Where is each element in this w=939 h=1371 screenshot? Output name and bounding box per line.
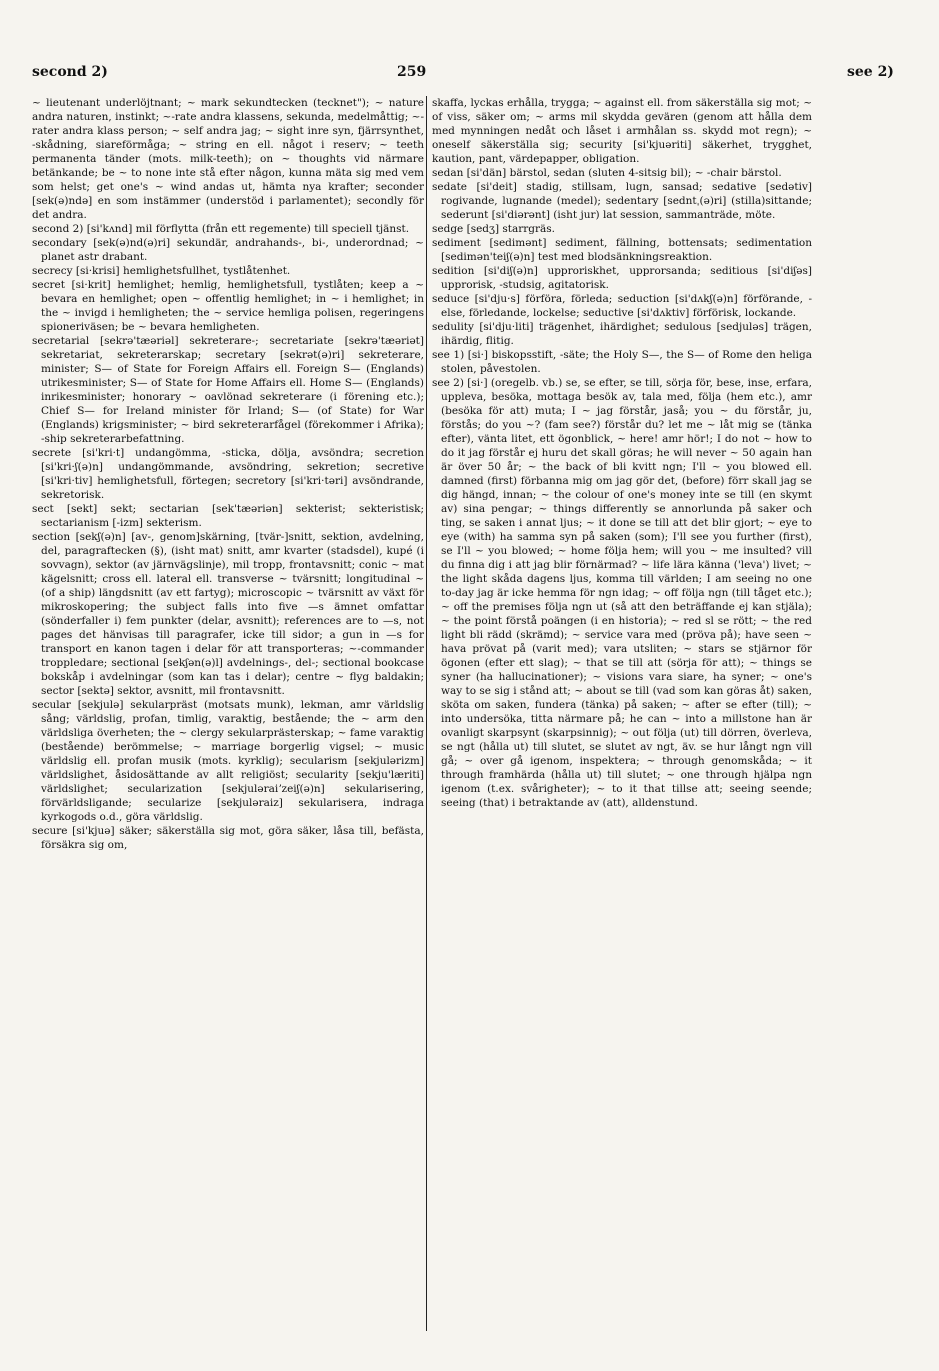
dictionary-entry: secret [si·krit] hemlighet; hemlig, hemlighetsfull, tystlåten; keep a ~ bevara en hemlighet; open ~ offentlig hemlighet; in ~ i hemlighet; in the ~ invigd i hemligheten; the ~ service hemliga polisen, regeringens spioneriväsen; be ~ bevara hemligheten. xyxy=(32,279,424,333)
dictionary-entry: secondary [sek(ə)nd(ə)ri] sekundär, andrahands-, bi-, underordnad; ~ planet astr drabant. xyxy=(32,237,424,263)
dictionary-entry: skaffa, lyckas erhålla, trygga; ~ against ell. from säkerställa sig mot; ~ of viss, säker om; ~ arms mil skydda gevären (genom att hålla dem med mynningen nedåt och låset i armhålan ss. skydd mot regn); ~ oneself säkerställa sig; security [si'kjuəriti] säkerhet, trygghet, kaution, pant, värdepapper, obligation. xyxy=(432,97,812,165)
dictionary-entry: sedge [sedʒ] starrgräs. xyxy=(432,223,556,235)
dictionary-entry: see 1) [si·] biskopsstift, -säte; the Holy S—, the S— of Rome den heliga stolen, påvestolen. xyxy=(432,349,812,375)
dictionary-entry: second 2) [si'kʌnd] mil förflytta (från ett regemente) till speciell tjänst. xyxy=(32,223,410,235)
column-divider xyxy=(426,96,427,1331)
dictionary-entry: sect [sekt] sekt; sectarian [sek'tæəriən] sekterist; sekteristisk; sectarianism [-izm] sekterism. xyxy=(32,503,424,529)
page-number: 259 xyxy=(397,64,427,80)
right-column xyxy=(432,96,812,1326)
dictionary-entry: secrecy [si·krisi] hemlighetsfullhet, tystlåtenhet. xyxy=(32,265,291,277)
dictionary-entry: sediment [sedimənt] sediment, fällning, bottensats; sedimentation [sedimən'teiʃ(ə)n] test med blodsänkningsreaktion. xyxy=(432,237,812,263)
header-right-guideword: see 2) xyxy=(847,64,894,80)
dictionary-entry: see 2) [si·] (oregelb. vb.) se, se efter, se till, sörja för, bese, inse, erfara, uppleva, besöka, mottaga besök av, tala med, följa (hem etc.), amr (besöka för att) muta; I ~ jag förstår, jaså; you ~ du förstår, ju, förstås; do you ~? (fam see?) förstår du? let me ~ låt mig se (tänka efter), vänta litet, ett ögonblick, ~ here! amr hör!; I do not ~ how to do it jag förstår ej huru det skall göras; he will never ~ 50 again han är över 50 år; ~ the back of bli kvitt ngn; I'll ~ you blowed ell. damned (first) förbanna mig om jag gör det, (before) förr skall jag se dig hängd, innan; ~ the colour of one's money inte se till (en skymt av) sina pengar; ~ things differently se annorlunda på saker och ting, se saken i annat ljus; ~ it done se till att det blir gjort; ~ eye to eye (with) ha samma syn på saken (som); I'll see you further (first), se I'll ~ you blowed; ~ home följa hem; will you ~ me insulted? vill du finna dig i att jag blir förnärmad? ~ life lära känna ('leva') livet; ~ the light skåda dagens ljus, komma till världen; I am seeing no one to-day jag är icke hemma för ngn idag; ~ off följa ngn (till tåget etc.); ~ off the premises följa ngn ut (så att den beträffande ej kan stjäla); ~ the point förstå poängen (i en historia); ~ red sl se rött; ~ the red light bli rädd (skrämd); ~ service vara med (pröva på); have seen ~ hava prövat på (varit med); vara utsliten; ~ stars se stjärnor för ögonen (efter ett slag); ~ that se till att (sörja för att); ~ things se syner (ha hallucinationer); ~ visions vara siare, ha syner; ~ one's way to se sig i stånd att; ~ about se till (vad som kan göras åt) saken, sköta om saken, fundera (tänka) på saken; ~ after se efter (till); ~ into undersöka, titta närmare på; he can ~ into a millstone han är ovanligt skarpsynt (skarpsinnig); ~ out följa (ut) till dörren, överleva, se ngt (hålla ut) till slutet, se slutet av ngt, äv. se hur långt ngn vill gå; ~ over gå igenom, inspektera; ~ through genomskåda; ~ it through framhärda (hålla ut) till slutet; ~ one through hjälpa ngn igenom (t.ex. svårigheter); ~ to it that tillse att; seeing seende; seeing (that) i betraktande av (att), alldenstund. xyxy=(432,377,812,809)
header-left-guideword: second 2) xyxy=(32,64,108,80)
dictionary-entry: secular [sekjulə] sekularpräst (motsats munk), lekman, amr världslig sång; världslig, profan, timlig, varaktig, bestående; the ~ arm den världsliga överheten; the ~ clergy sekularprästerskap; ~ fame varaktig (bestående) berömmelse; ~ marriage borgerlig vigsel; ~ music världslig ell. profan musik (mots. kyrklig); secularism [sekjulərizm] världslighet, åsidosättande av allt religiöst; secularity [sekju'læriti] världslighet; secularization [sekjuləraiʼzeiʃ(ə)n] sekularisering, förvärldsligande; secularize [sekjuləraiz] sekularisera, indraga kyrkogods o.d., göra världslig. xyxy=(32,699,424,823)
left-column xyxy=(32,96,424,1326)
dictionary-entry: secure [si'kjuə] säker; säkerställa sig mot, göra säker, låsa till, befästa, försäkra sig om, xyxy=(32,825,424,851)
dictionary-entry: sedate [si'deit] stadig, stillsam, lugn, sansad; sedative [sedətiv] rogivande, lugnande (medel); sedentary [sedntˌ(ə)ri] (stilla)sittande; sederunt [si'diərənt] (isht jur) lat session, sammanträde, möte. xyxy=(432,181,812,221)
dictionary-entry: sedition [si'diʃ(ə)n] upproriskhet, upprorsanda; seditious [si'diʃəs] upprorisk, -studsig, agitatorisk. xyxy=(432,265,812,291)
dictionary-entry: ~ lieutenant underlöjtnant; ~ mark sekundtecken (tecknet"); ~ nature andra naturen, instinkt; ~-rate andra klassens, sekunda, medelmåttig; ~-rater andra klass person; ~ self andra jag; ~ sight inre syn, fjärrsynthet, -skådning, siareförmåga; ~ string en ell. något i reserv; ~ teeth permanenta tänder (mots. milk-teeth); on ~ thoughts vid närmare betänkande; be ~ to none inte stå efter någon, kunna mäta sig med vem som helst; get one's ~ wind andas ut, hämta nya krafter; seconder [sek(ə)ndə] en som instämmer (understöd i parlamentet); secondly för det andra. xyxy=(32,97,424,221)
dictionary-entry: seduce [si'dju·s] förföra, förleda; seduction [si'dʌkʃ(ə)n] förförande, -else, förledande, lockelse; seductive [si'dʌktiv] förförisk, lockande. xyxy=(432,293,812,319)
dictionary-entry: sedulity [si'dju·liti] trägenhet, ihärdighet; sedulous [sedjuləs] trägen, ihärdig, flitig. xyxy=(432,321,812,347)
dictionary-entry: section [sekʃ(ə)n] [av-, genom]skärning, [tvär-]snitt, sektion, avdelning, del, paragraftecken (§), (isht mat) snitt, amr kvarter (stadsdel), kupé (i sovvagn), sektor (av järnvägslinje), mil tropp, frontavsnitt; conic ~ mat kägelsnitt; cross ell. lateral ell. transverse ~ tvärsnitt; longitudinal ~ (of a ship) längdsnitt (av ett fartyg); microscopic ~ tvärsnitt av växt för mikroskopering; the subject falls into five —s ämnet omfattar (sönderfaller i) fem punkter (delar, avsnitt); references are to —s, not pages det hänvisas till paragrafer, icke till sidor; a gun in —s for transport en kanon tagen i delar för att transporteras; ~-commander troppledare; sectional [sekʃən(ə)l] avdelnings-, del-; sectional bookcase bokskåp i avdelningar (som kan tas i delar); centre ~ flyg baldakin; sector [sektə] sektor, avsnitt, mil frontavsnitt. xyxy=(32,531,424,697)
dictionary-entry: sedan [si'dän] bärstol, sedan (sluten 4-sitsig bil); ~ -chair bärstol. xyxy=(432,167,782,179)
dictionary-entry: secretarial [sekrə'tæəriəl] sekreterare-; secretariate [sekrə'tæəriət] sekretariat, sekreterarskap; secretary [sekrət(ə)ri] sekreterare, minister; S— of State for Foreign Affairs ell. Foreign S— (Englands) utrikesminister; S— of State for Home Affairs ell. Home S— (Englands) inrikesminister; honorary ~ oavlönad sekreterare (i förening etc.); Chief S— for Ireland minister för Irland; S— (of State) for War (Englands) krigsminister; ~ bird sekreterarfågel (förekommer i Afrika); -ship sekreterarbefattning. xyxy=(32,335,424,445)
dictionary-entry: secrete [si'kri·t] undangömma, -sticka, dölja, avsöndra; secretion [si'kri·ʃ(ə)n] undangömmande, avsöndring, sekretion; secretive [si'kri·tiv] hemlighetsfull, förtegen; secretory [si'kri·təri] avsöndrande, sekretorisk. xyxy=(32,447,424,501)
